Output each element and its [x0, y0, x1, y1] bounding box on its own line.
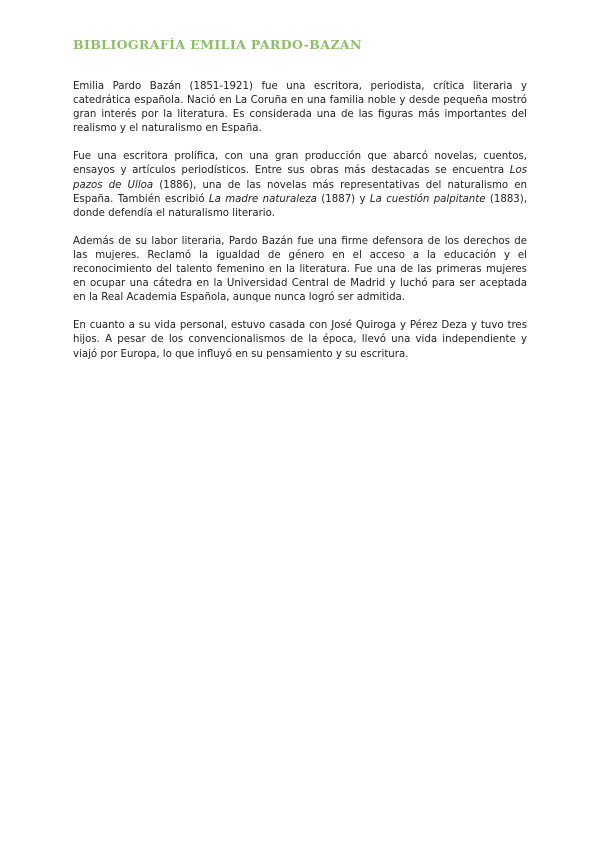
paragraph-works-text: Fue una escritora prolífica, con una gran producción que abarcó novelas, cuentos, ensayos y artículos periodísticos. Entre sus obras más destacadas se encuentra — [73, 151, 527, 177]
paragraph-works-text: (1883), donde defendía el naturalismo literario. — [73, 193, 527, 219]
paragraph-personal-life: En cuanto a su vida personal, estuvo casada con José Quiroga y Pérez Deza y tuvo tres hijos. A pesar de los convencionalismos de la época, llevó una vida independiente y viajó por Europa, lo que influyó en su pensamiento y su escritura. — [73, 320, 527, 360]
paragraph-works — [73, 150, 527, 220]
work-title-la-madre-naturaleza: La madre naturaleza — [208, 193, 317, 205]
work-title-la-cuestion-palpitante: La cuestión palpitante — [369, 193, 486, 205]
paragraph-intro: Emilia Pardo Bazán (1851-1921) fue una escritora, periodista, crítica literaria y catedrática española. Nació en La Coruña en una familia noble y desde pequeña mostró gran interés por la literatura. Es considerada una de las figuras más importantes del realismo y el naturalismo en España. — [73, 81, 527, 135]
paragraph-works-text: (1886), una de las novelas más representativas del naturalismo en España. También escribió — [73, 179, 527, 205]
document-title: BIBLIOGRAFÍA EMILIA PARDO-BAZAN — [73, 37, 362, 52]
document-body — [73, 80, 527, 376]
work-title-los-pazos-de-ulloa: Los pazos de Ulloa — [73, 165, 527, 191]
paragraph-womens-rights: Además de su labor literaria, Pardo Bazán fue una firme defensora de los derechos de las mujeres. Reclamó la igualdad de género en el acceso a la educación y el reconocimiento del talento femenino en la literatura. Fue una de las primeras mujeres en ocupar una cátedra en la Universidad Central de Madrid y luchó para ser aceptada en la Real Academia Española, aunque nunca logró ser admitida. — [73, 235, 527, 304]
paragraph-works-text: (1887) y — [316, 193, 370, 205]
